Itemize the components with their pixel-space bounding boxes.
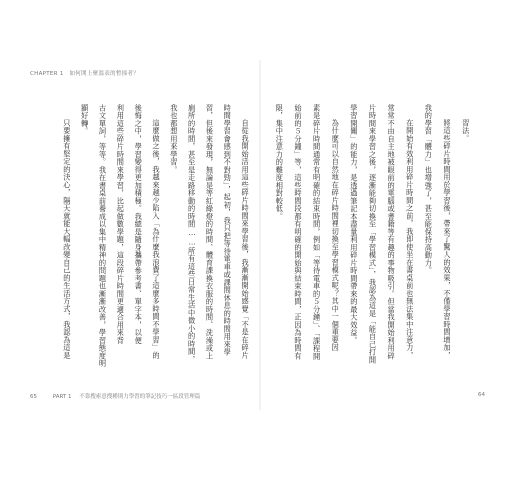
text-column: 素是碎片時間通常有明確的結束時間，例如「等待電車的５分鐘」、「課程開: [312, 104, 322, 361]
text-column: 限，集中注意力的難度相對較低。: [275, 104, 285, 221]
right-page-body: [270, 104, 475, 364]
text-column: 顯好轉。: [80, 104, 90, 135]
text-column: 常常不由自主地被眼前的電腦或書籍等有趣的事物吸引。但當我開始利用碎: [387, 104, 397, 360]
left-page-number: 65: [30, 394, 37, 400]
text-column: 始前的５分鐘」等，這些時間段都有明確的開始與結束時間，正因為時間有: [293, 104, 303, 360]
text-column: 利用這些碎片時間來學習，比起做數學題，這段碎片時間更適合用來背: [116, 104, 126, 345]
text-column: 學習開關」的能力，是透過筆記本盡量利用碎片時間帶來的最大效益。: [349, 104, 359, 345]
part-label: PART 1: [52, 394, 72, 400]
text-column: 我也都想用來學習。: [169, 104, 179, 174]
text-column: 廁所的時間，甚至是走路移動的時間……所有這些日常生活中微小的時間，: [187, 104, 197, 364]
right-page-number: 64: [478, 392, 485, 398]
text-column: 我的學習「體力」也增強了，甚至能保持高動力。: [424, 104, 434, 275]
text-column: 只要擁有堅定的決心，隔天就能大幅改變自己的生活方式，我認為這是: [62, 119, 72, 360]
text-column: 這麼做之後，我越來越少陷入「為什麼我浪費了這麼多時間不學習」的: [152, 119, 161, 360]
text-column: 片時間來學習之後，逐漸能夠切換至「學習模式」，我認為這是「能自己打開: [368, 104, 378, 364]
text-column: 時間學習會感到不對勁」，起初，我只把等待電車或課間休息的時間用來學: [223, 104, 233, 357]
left-footer: [30, 392, 200, 400]
text-column: 習，但後來發現，無論是等紅綠燈的時間、體育課換衣服的時間、洗澡或上: [205, 104, 215, 360]
text-column: 在開始有效利用碎片時間之前，我即使坐在書桌前也無法集中注意力，: [405, 119, 415, 360]
text-column: 古文單詞，等等。我在書桌前養成以集中精神的問題也漸漸改善，學習態度明: [98, 104, 108, 368]
running-header: CHAPTER 1 如何開上聚溫表的暫撞者？: [30, 71, 140, 77]
text-column: 自從我開始活用這些碎片時間來學習後，我漸漸開始感覺「不是在碎片: [241, 119, 251, 360]
text-column: 後悔之中，學習變得更加積極。我總是隨身攜帶參考書、單字本，以便: [134, 104, 144, 345]
left-page-body: [58, 104, 254, 368]
text-column: 習法。: [461, 119, 471, 143]
page-gutter: [259, 60, 261, 410]
text-column: 將這些碎片時間用於學習後，帶來了驚人的效果，不僅學習時間增加，: [443, 119, 453, 360]
running-footer-title: 不靠搜索意搜種則力學習的筆記技巧一區段管理篇: [79, 394, 201, 400]
text-column: 為什麼可以自然地在碎片時間裡切換至學習模式呢？其中一個重要因: [331, 119, 341, 352]
